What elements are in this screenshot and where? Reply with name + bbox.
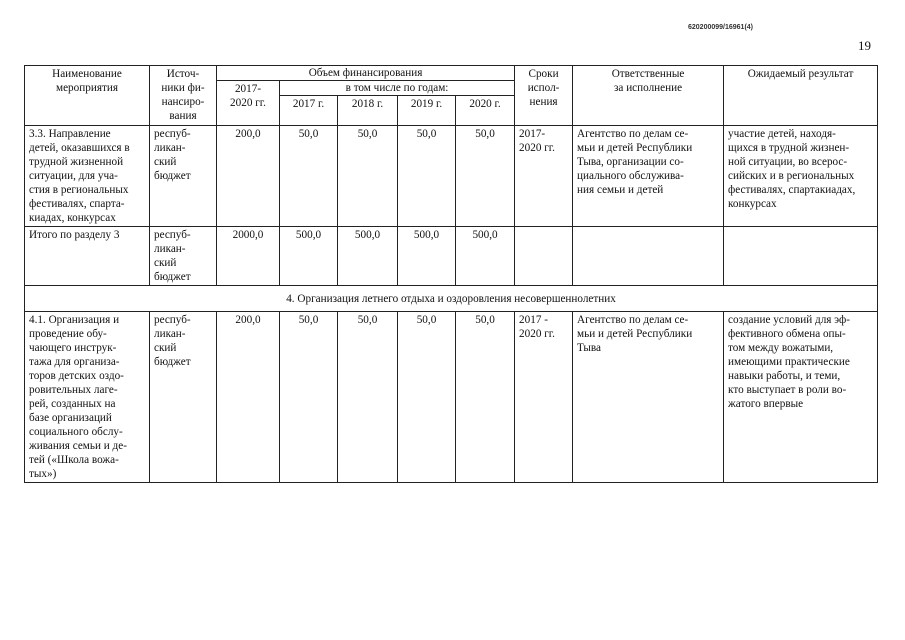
cell-total: 200,0: [217, 312, 280, 483]
cell-2017: 50,0: [280, 126, 338, 227]
cell-2019: 50,0: [398, 126, 456, 227]
header-result: Ожидаемый результат: [724, 66, 878, 126]
header-source: Источ- ники фи- нансиро- вания: [150, 66, 217, 126]
header-responsible: Ответственные за исполнение: [573, 66, 724, 126]
header-2020: 2020 г.: [456, 96, 515, 126]
cell-name: 4.1. Организация и проведение обу- чающего инструк- тажа для организа- торов детских оздо- ровительных лаге- рей, созданных на базе организаций социального обслу- живания семьи и де- тей («Школа вожа- тых»): [25, 312, 150, 483]
cell-total: 200,0: [217, 126, 280, 227]
cell-name: Итого по разделу 3: [25, 227, 150, 286]
cell-2017: 50,0: [280, 312, 338, 483]
cell-2020: 500,0: [456, 227, 515, 286]
cell-terms: 2017- 2020 гг.: [515, 126, 573, 227]
cell-total: 2000,0: [217, 227, 280, 286]
cell-result: создание условий для эф- фективного обмена опы- том между вожатыми, имеющими практические навыки работы, и теми, кто выступает в роли во- жатого впервые: [724, 312, 878, 483]
cell-2018: 50,0: [338, 312, 398, 483]
section-heading-row: [25, 286, 878, 312]
cell-responsible: Агентство по делам се- мьи и детей Республики Тыва, организации со- циального обслужива- ния семьи и детей: [573, 126, 724, 227]
cell-source: респуб- ликан- ский бюджет: [150, 312, 217, 483]
header-by-years: в том числе по годам:: [280, 81, 515, 96]
financing-table: [24, 65, 878, 483]
header-row-1: [25, 66, 878, 81]
cell-name: 3.3. Направление детей, оказавшихся в трудной жизненной ситуации, для уча- стия в региональных фестивалях, спарта- киадах, конкурсах: [25, 126, 150, 227]
page-number: 19: [858, 38, 871, 53]
header-volume: Объем финансирования: [217, 66, 515, 81]
table-row-itogo-3: [25, 227, 878, 286]
cell-2018: 50,0: [338, 126, 398, 227]
cell-2017: 500,0: [280, 227, 338, 286]
header-total: 2017- 2020 гг.: [217, 81, 280, 126]
header-name: Наименование мероприятия: [25, 66, 150, 126]
header-2017: 2017 г.: [280, 96, 338, 126]
table-row-3-3: [25, 126, 878, 227]
header-terms: Сроки испол- нения: [515, 66, 573, 126]
cell-2019: 500,0: [398, 227, 456, 286]
section-4-heading: 4. Организация летнего отдыха и оздоровления несовершеннолетних: [25, 286, 878, 312]
cell-2018: 500,0: [338, 227, 398, 286]
cell-2019: 50,0: [398, 312, 456, 483]
cell-2020: 50,0: [456, 312, 515, 483]
cell-terms: [515, 227, 573, 286]
header-2018: 2018 г.: [338, 96, 398, 126]
cell-responsible: Агентство по делам се- мьи и детей Республики Тыва: [573, 312, 724, 483]
cell-result: участие детей, находя- щихся в трудной жизнен- ной ситуации, во всерос- сийских и в региональных фестивалях, спартакиадах, конкурсах: [724, 126, 878, 227]
header-2019: 2019 г.: [398, 96, 456, 126]
cell-source: респуб- ликан- ский бюджет: [150, 227, 217, 286]
cell-source: респуб- ликан- ский бюджет: [150, 126, 217, 227]
cell-2020: 50,0: [456, 126, 515, 227]
cell-responsible: [573, 227, 724, 286]
cell-result: [724, 227, 878, 286]
table-row-4-1: [25, 312, 878, 483]
cell-terms: 2017 - 2020 гг.: [515, 312, 573, 483]
document-id: 620200099/16961(4): [688, 24, 754, 31]
